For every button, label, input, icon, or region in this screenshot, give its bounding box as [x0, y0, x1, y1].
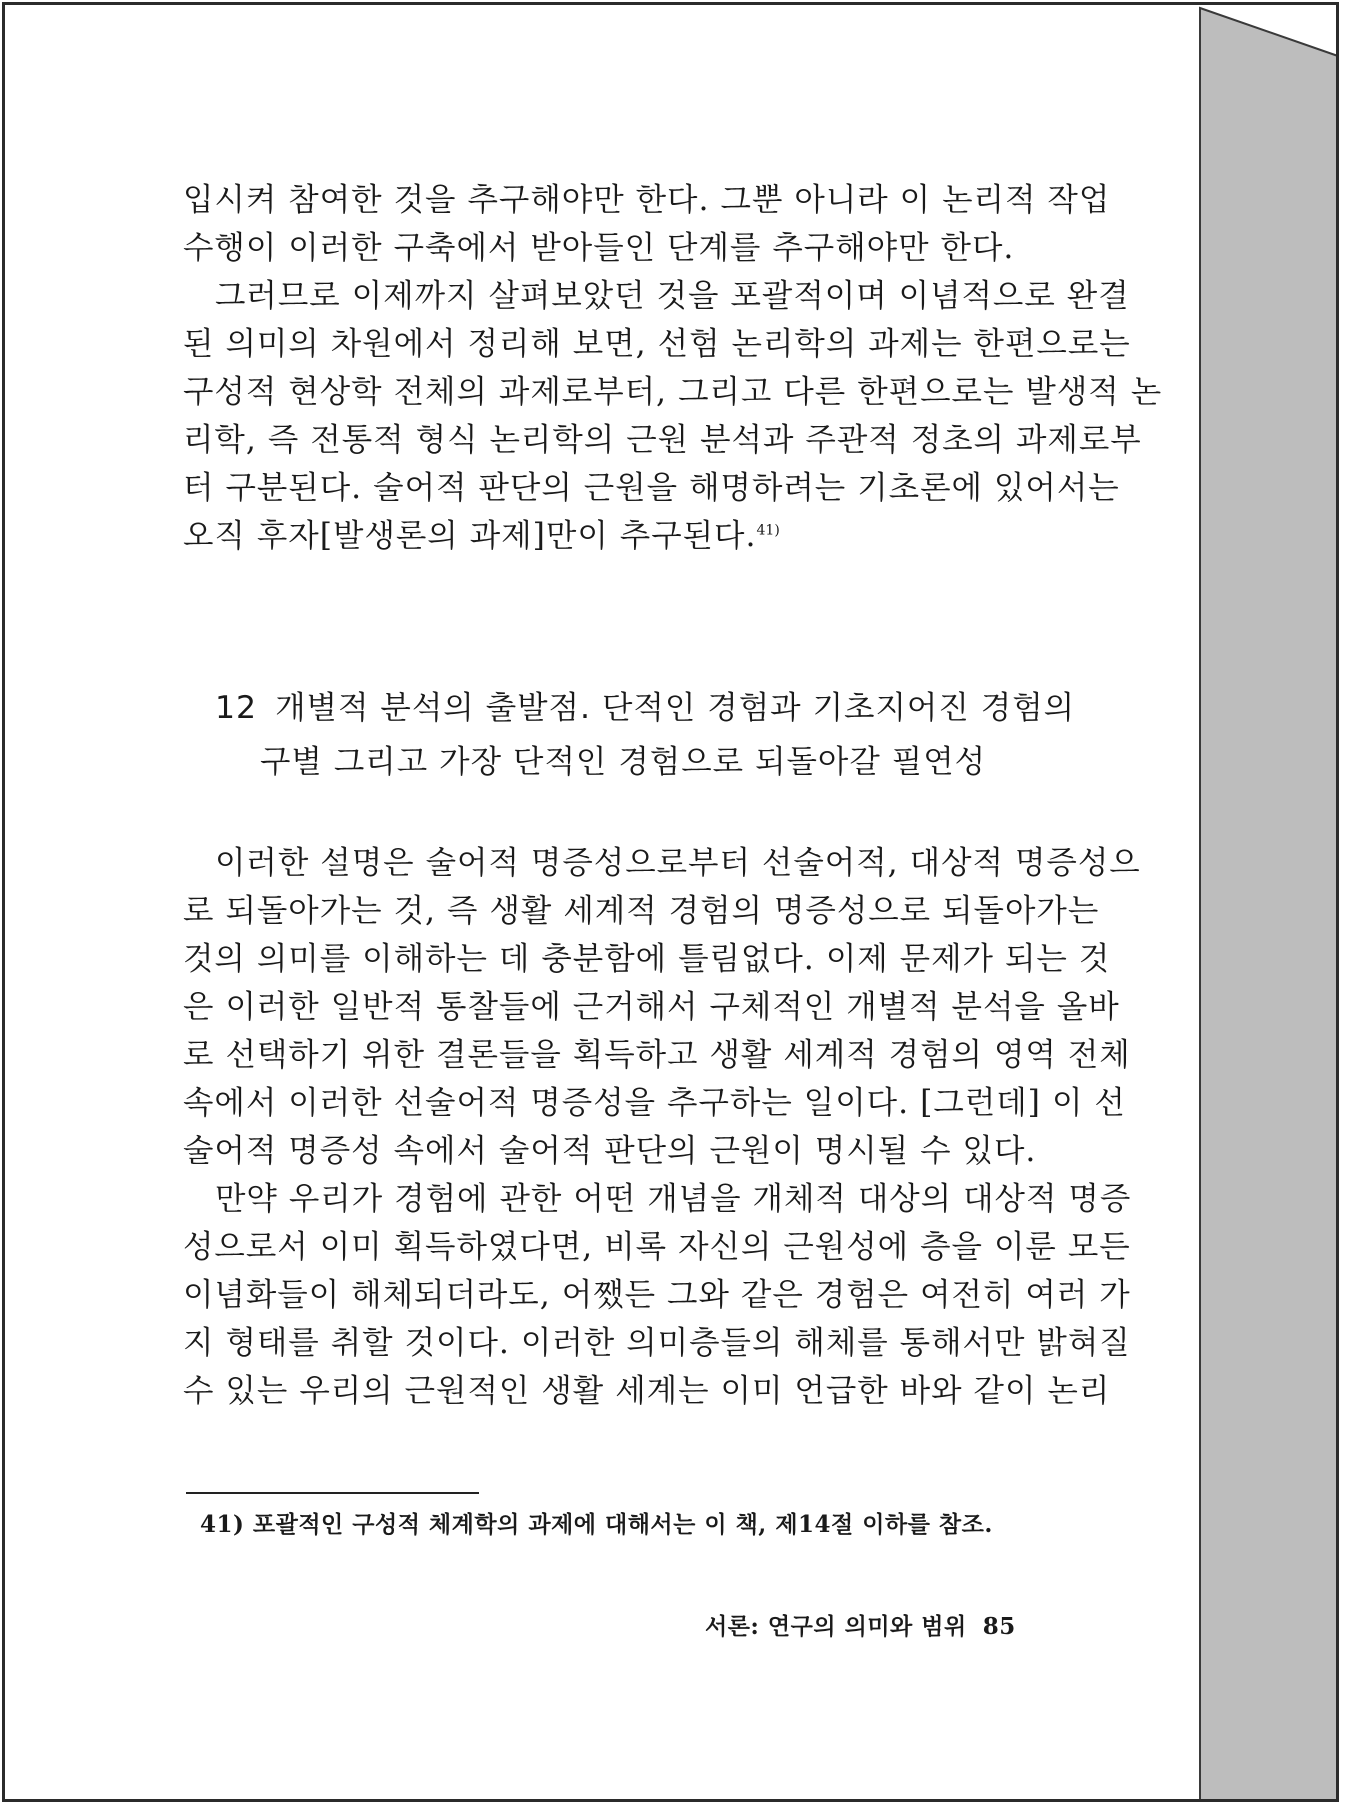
text-line: 은 이러한 일반적 통찰들에 근거해서 구체적인 개별적 분석을 올바 [183, 989, 1120, 1025]
footnote-divider [186, 1492, 479, 1494]
text-line: 수행이 이러한 구축에서 받아들인 단계를 추구해야만 한다. [183, 230, 1015, 266]
running-footer [705, 1608, 1016, 1641]
text-line: 로 되돌아가는 것, 즉 생활 세계적 경험의 명증성으로 되돌아가는 [183, 893, 1100, 929]
text-line-with-footnote [183, 512, 1063, 560]
section-heading [215, 681, 1076, 789]
heading-line-2: 구별 그리고 가장 단적인 경험으로 되돌아갈 필연성 [260, 744, 987, 780]
text-line: 술어적 명증성 속에서 술어적 판단의 근원이 명시될 수 있다. [183, 1133, 1037, 1169]
paragraph-3 [183, 839, 1141, 1415]
text-line: 것의 의미를 이해하는 데 충분함에 틀림없다. 이제 문제가 되는 것 [183, 941, 1111, 977]
page-number: 85 [982, 1613, 1016, 1640]
text-line: 터 구분된다. 술어적 판단의 근원을 해명하려는 기초론에 있어서는 [183, 470, 1120, 506]
text-line: 로 선택하기 위한 결론들을 획득하고 생활 세계적 경험의 영역 전체 [183, 1037, 1131, 1073]
text-line: 그러므로 이제까지 살펴보았던 것을 포괄적이며 이념적으로 완결 [215, 278, 1130, 314]
text-line: 지 형태를 취할 것이다. 이러한 의미층들의 해체를 통해서만 밝혀질 [183, 1325, 1131, 1361]
text-line: 수 있는 우리의 근원적인 생활 세계는 이미 언급한 바와 같이 논리 [183, 1373, 1111, 1409]
heading-line-1 [215, 681, 1076, 735]
text-line: 만약 우리가 경험에 관한 어떤 개념을 개체적 대상의 대상적 명증 [215, 1181, 1132, 1217]
text-line: 된 의미의 차원에서 정리해 보면, 선험 논리학의 과제는 한편으로는 [183, 326, 1131, 362]
text-line: 속에서 이러한 선술어적 명증성을 추구하는 일이다. [그런데] 이 선 [183, 1085, 1126, 1121]
heading-text-1: 개별적 분석의 출발점. 단적인 경험과 기초지어진 경험의 [275, 690, 1076, 726]
text-line: 구성적 현상학 전체의 과제로부터, 그리고 다른 한편으로는 발생적 논 [183, 374, 1163, 410]
text-line: 리학, 즉 전통적 형식 논리학의 근원 분석과 주관적 정초의 과제로부 [183, 422, 1142, 458]
paragraph-1 [183, 176, 1163, 560]
footnote-reference[interactable]: 41) [756, 522, 780, 539]
text-line: 오직 후자[발생론의 과제]만이 추구된다. [183, 518, 757, 554]
text-line: 입시켜 참여한 것을 추구해야만 한다. 그뿐 아니라 이 논리적 작업 [183, 182, 1111, 218]
footnote: 41) 포괄적인 구성적 체계학의 과제에 대해서는 이 책, 제14절 이하를 참조. [200, 1511, 993, 1538]
section-number: 12 [215, 690, 258, 726]
text-line: 이러한 설명은 술어적 명증성으로부터 선술어적, 대상적 명증성으 [215, 845, 1141, 881]
text-line: 이념화들이 해체되더라도, 어쨌든 그와 같은 경험은 여전히 여러 가 [183, 1277, 1131, 1313]
text-line: 성으로서 이미 획득하였다면, 비록 자신의 근원성에 층을 이룬 모든 [183, 1229, 1131, 1265]
running-title: 서론: 연구의 의미와 범위 [705, 1613, 967, 1640]
